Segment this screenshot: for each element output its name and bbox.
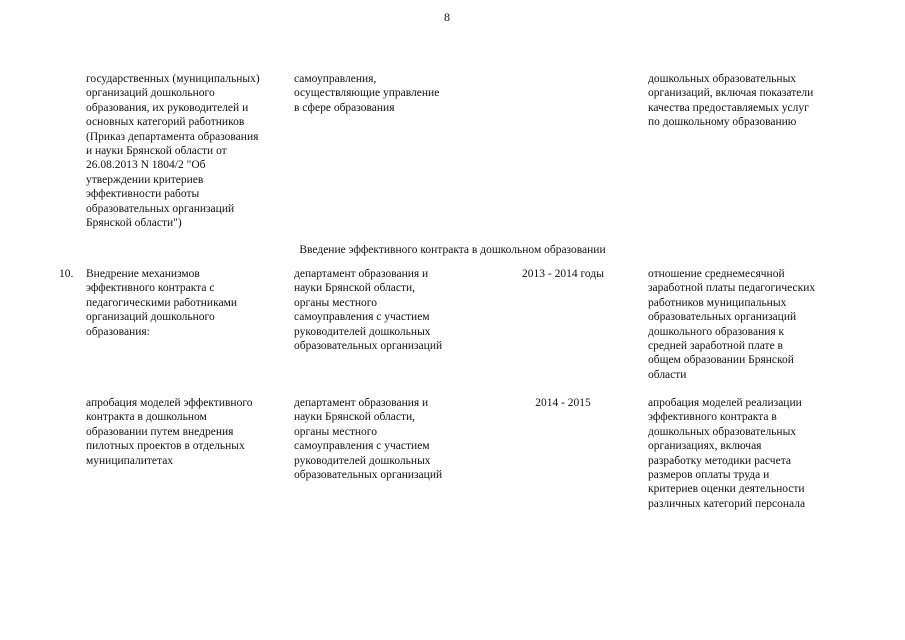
row-number: 10. <box>59 268 74 280</box>
top-row-measure-text: государственных (муниципальных) организаций дошкольного образования, их руководителей и основных категорий работников (Приказ департамента образования и науки Брянской области от 26.08.2013 N 1804/2 "Об утверждении критериев эффективности работы образовательных организаций Брянской области") <box>86 73 260 230</box>
row-responsible-text: департамент образования и науки Брянской области, органы местного самоуправления с участием руководителей дошкольных образовательных организаций <box>294 268 443 353</box>
row-period-text: 2014 - 2015 <box>535 397 591 409</box>
row-measure-text: апробация моделей эффективного контракта в дошкольном образовании путем внедрения пилотных проектов в отдельных муниципалитетах <box>86 397 253 467</box>
row-result-text: апробация моделей реализации эффективного контракта в дошкольных образовательных организациях, включая разработку методики расчета размеров оплаты труда и критериев оценки деятельности различных категорий персонала <box>648 397 806 510</box>
row-result-text: отношение среднемесячной заработной платы педагогических работников муниципальных образовательных организаций дошкольного образования к средней заработной плате в общем образовании Брянской области <box>648 268 816 381</box>
row-period-text: 2013 - 2014 годы <box>522 268 604 280</box>
page-number: 8 <box>444 10 450 24</box>
section-heading: Введение эффективного контракта в дошкольном образовании <box>299 244 606 256</box>
top-row-responsible-text: самоуправления, осуществляющие управление в сфере образования <box>294 73 440 114</box>
row-measure-text: Внедрение механизмов эффективного контракта с педагогическими работниками организаций дошкольного образования: <box>86 268 238 338</box>
top-row-result-text: дошкольных образовательных организаций, включая показатели качества предоставляемых услуг по дошкольному образованию <box>648 73 814 129</box>
row-responsible-text: департамент образования и науки Брянской области, органы местного самоуправления с участием руководителей дошкольных образовательных организаций <box>294 397 443 482</box>
